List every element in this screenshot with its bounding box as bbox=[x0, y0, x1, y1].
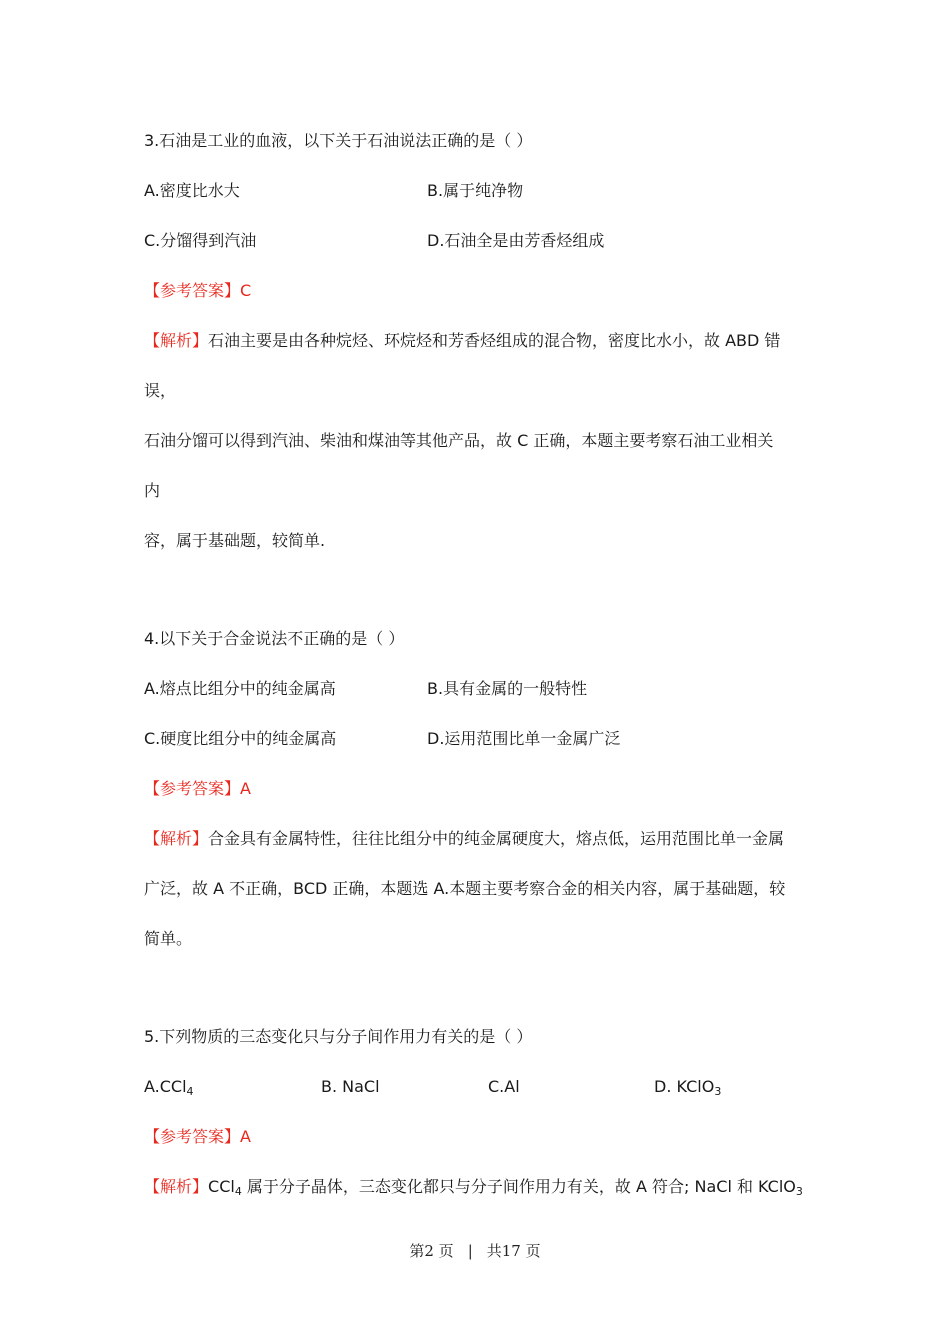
q3-analysis-line-5: 容，属于基础题，较简单. bbox=[144, 531, 326, 550]
q3-option-c: C.分馏得到汽油 bbox=[144, 231, 257, 250]
q5-option-d: D. KClO$_3$ bbox=[654, 1077, 722, 1098]
q4-analysis-line-1: 【解析】合金具有金属特性，往往比组分中的纯金属硬度大，熔点低，运用范围比单一金属 bbox=[144, 829, 785, 848]
q3-option-b: B.属于纯净物 bbox=[427, 181, 524, 200]
page-footer bbox=[0, 1240, 950, 1261]
answer-label: 【参考答案】 bbox=[144, 1127, 241, 1146]
total-pages: 共17 页 bbox=[486, 1242, 541, 1260]
question-3-stem: 3.石油是工业的血液，以下关于石油说法正确的是（ ） bbox=[144, 131, 533, 150]
q5-answer bbox=[144, 1125, 251, 1149]
q5-analysis-line-1: 【解析】CCl$_4$ 属于分子晶体，三态变化都只与分子间作用力有关，故 A 符合; NaCl 和 KClO$_3$ bbox=[144, 1177, 803, 1198]
answer-value: C bbox=[240, 281, 252, 300]
q4-option-a: A.熔点比组分中的纯金属高 bbox=[144, 679, 336, 698]
analysis-label: 【解析】 bbox=[144, 829, 209, 848]
q5-option-b: B. NaCl bbox=[321, 1077, 380, 1096]
q3-analysis-line-2: 误， bbox=[144, 381, 177, 400]
q4-option-d: D.运用范围比单一金属广泛 bbox=[427, 729, 621, 748]
answer-label: 【参考答案】 bbox=[144, 281, 241, 300]
footer-separator: | bbox=[467, 1242, 473, 1260]
q5-option-c: C.Al bbox=[488, 1077, 520, 1096]
answer-value: A bbox=[240, 1127, 251, 1146]
answer-label: 【参考答案】 bbox=[144, 779, 241, 798]
q4-option-c: C.硬度比组分中的纯金属高 bbox=[144, 729, 337, 748]
answer-value: A bbox=[240, 779, 251, 798]
q3-option-d: D.石油全是由芳香烃组成 bbox=[427, 231, 605, 250]
page-number: 第2 页 bbox=[409, 1242, 454, 1260]
q4-answer bbox=[144, 777, 251, 801]
q3-option-a: A.密度比水大 bbox=[144, 181, 240, 200]
question-4-stem: 4.以下关于合金说法不正确的是（ ） bbox=[144, 629, 405, 648]
q3-analysis-line-4: 内 bbox=[144, 481, 161, 500]
q3-analysis-line-3: 石油分馏可以得到汽油、柴油和煤油等其他产品，故 C 正确，本题主要考察石油工业相关 bbox=[144, 431, 774, 450]
q5-option-a: A.CCl$_4$ bbox=[144, 1077, 194, 1098]
q3-analysis-line-1: 【解析】石油主要是由各种烷烃、环烷烃和芳香烃组成的混合物，密度比水小，故 ABD 错 bbox=[144, 331, 781, 350]
analysis-label: 【解析】 bbox=[144, 331, 209, 350]
q4-analysis-line-3: 简单。 bbox=[144, 929, 193, 948]
q3-answer bbox=[144, 279, 251, 303]
q4-option-b: B.具有金属的一般特性 bbox=[427, 679, 588, 698]
q4-analysis-line-2: 广泛，故 A 不正确，BCD 正确，本题选 A.本题主要考察合金的相关内容，属于基础题，较 bbox=[144, 879, 786, 898]
analysis-label: 【解析】 bbox=[144, 1177, 209, 1196]
question-5-stem: 5.下列物质的三态变化只与分子间作用力有关的是（ ） bbox=[144, 1027, 533, 1046]
